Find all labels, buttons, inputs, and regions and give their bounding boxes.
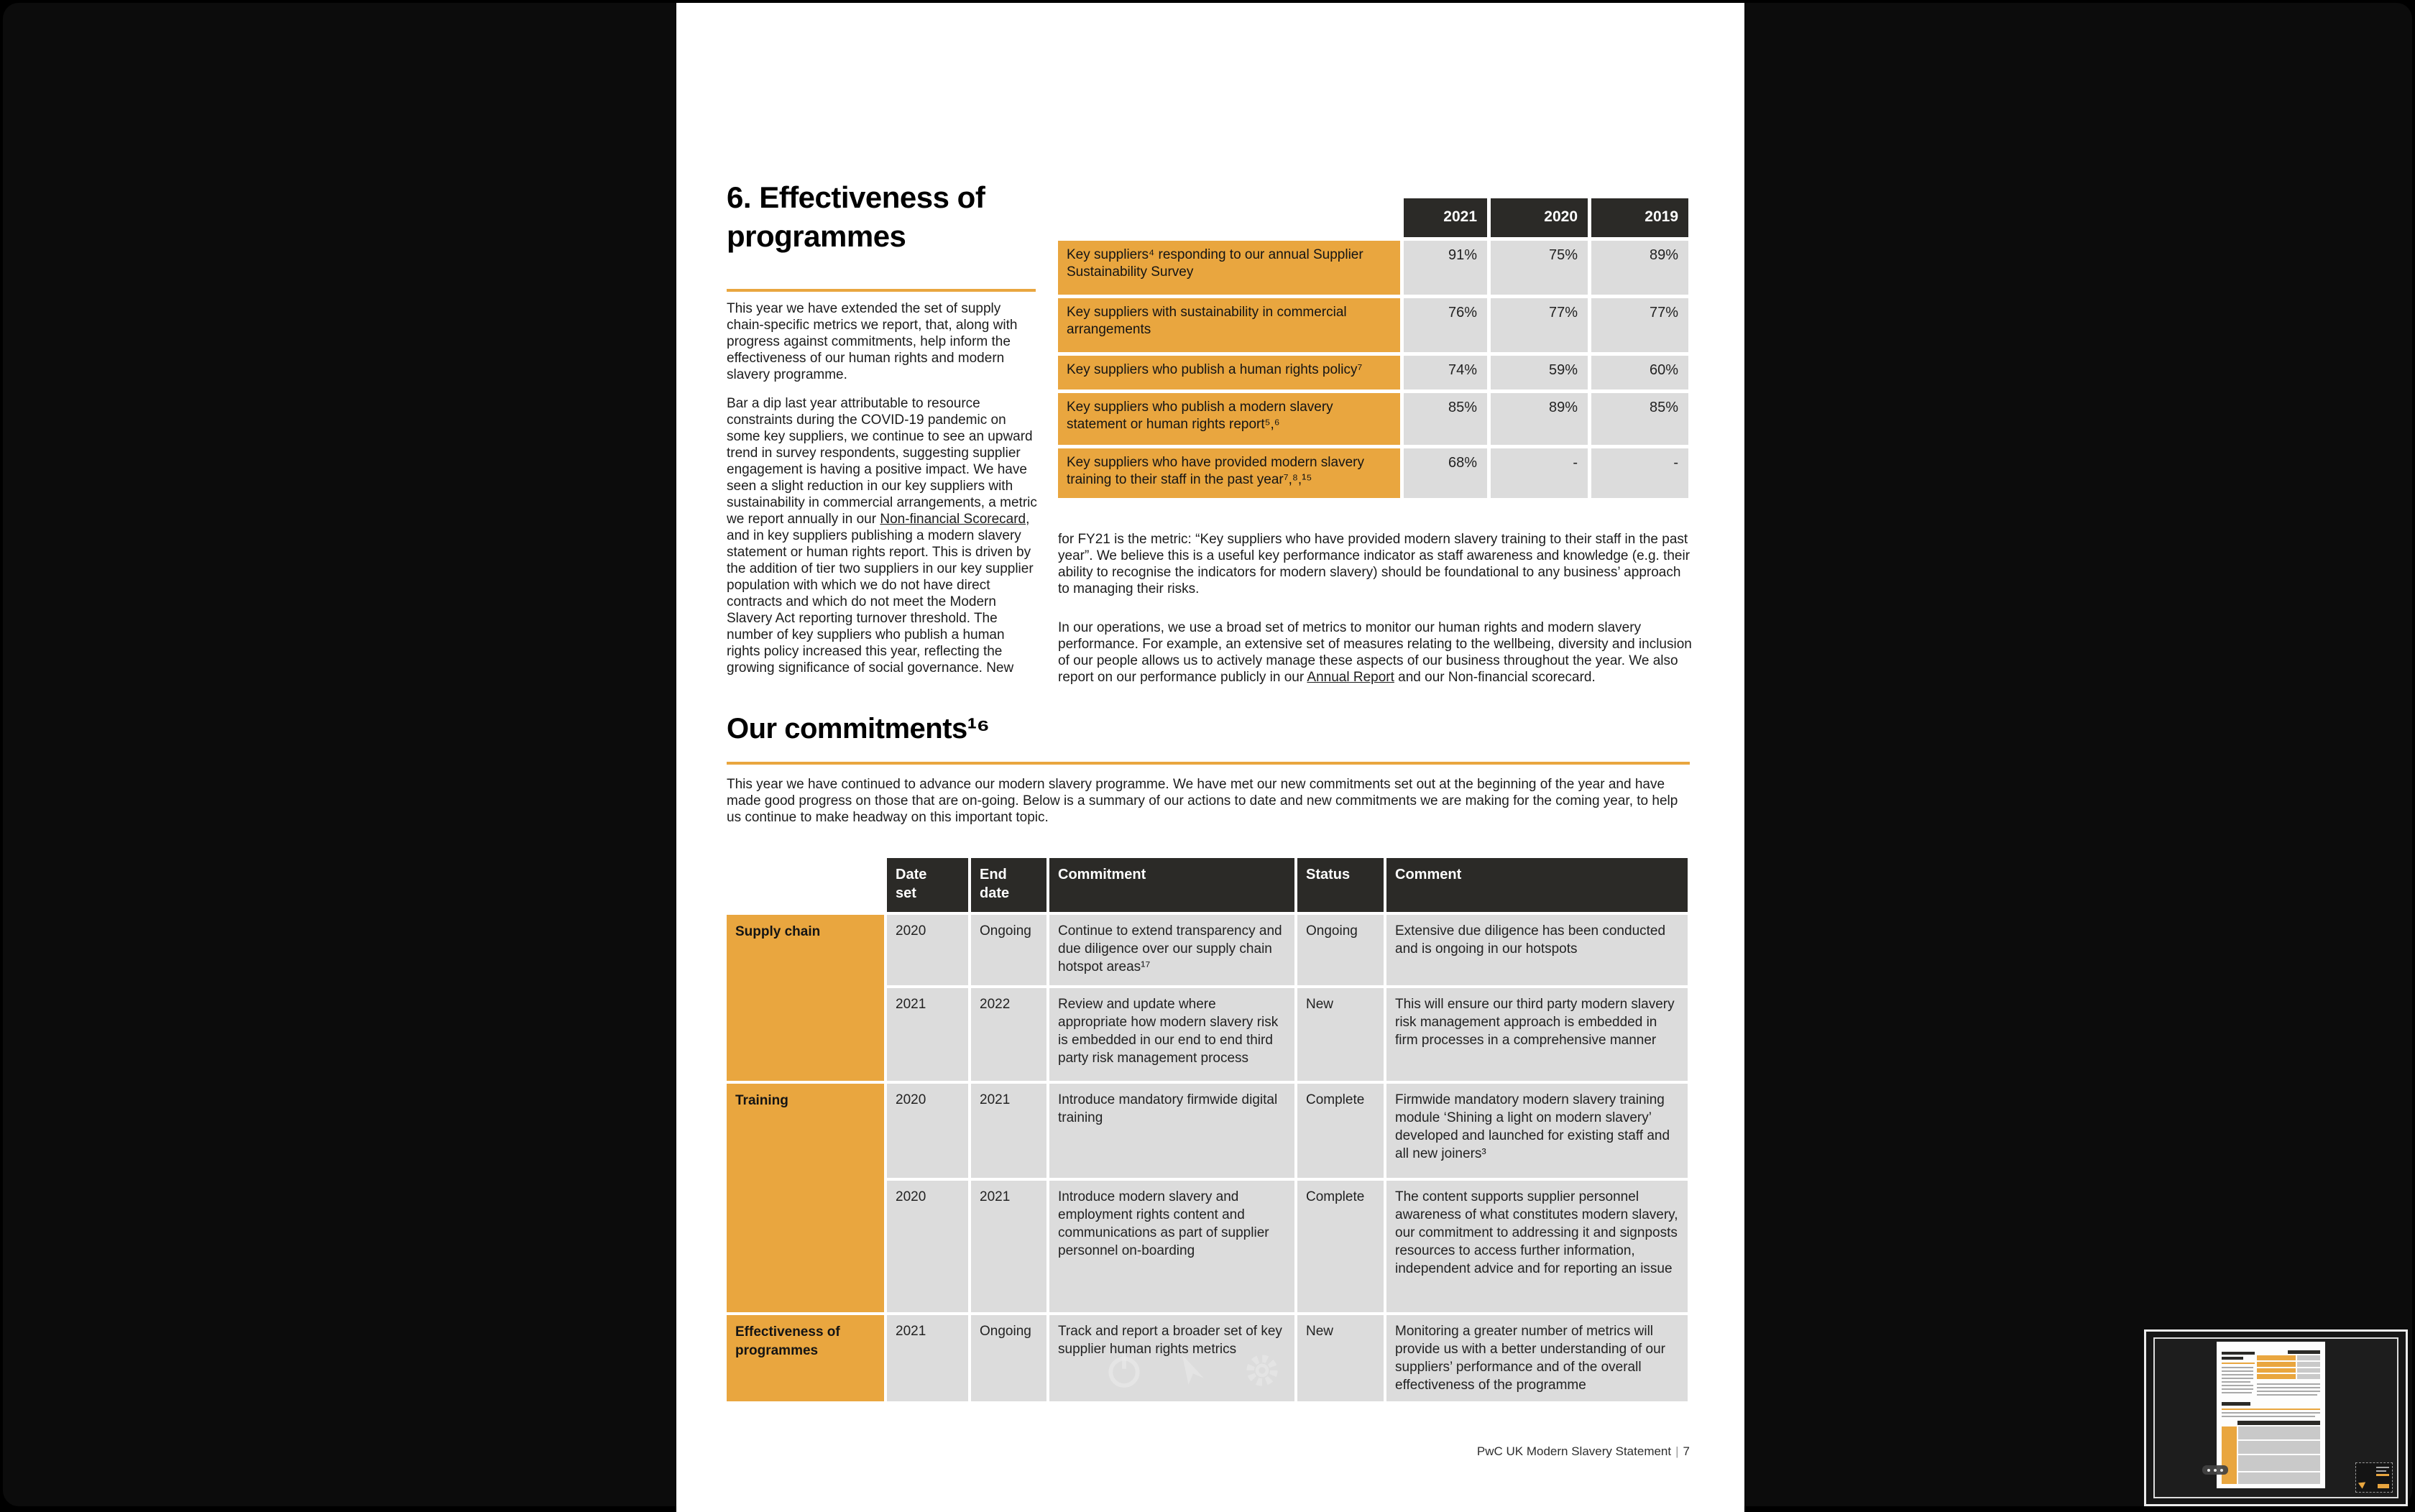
commitments-table xyxy=(727,858,1690,1401)
column-header: Comment xyxy=(1386,858,1688,912)
table-cell-commitment: Introduce modern slavery and employment rights content and communications as part of supplier personnel on-boarding xyxy=(1049,1181,1294,1312)
table-cell-commitment: Introduce mandatory firmwide digital training xyxy=(1049,1084,1294,1178)
metric-explanation-paragraph: for FY21 is the metric: “Key suppliers who have provided modern slavery training to their staff in the past year”. We believe this is a useful key performance indicator as staff awareness and knowledge (e.g. their ability to recognise the indicators for modern slavery) should be foundational to any business’ approach to managing their risks. xyxy=(1058,531,1692,597)
category-cell: Training xyxy=(727,1084,884,1312)
column-header-year: 2019 xyxy=(1591,198,1688,237)
column-header: Status xyxy=(1297,858,1384,912)
minimap-toolbar xyxy=(2202,1465,2228,1475)
table-cell-comment: Monitoring a greater number of metrics will provide us with a better understanding of our suppliers’ performance and of the overall effectiveness of the programme xyxy=(1386,1315,1688,1401)
commitments-heading: Our commitments¹⁶ xyxy=(727,713,990,745)
page-footer xyxy=(727,1444,1690,1459)
metric-label: Key suppliers with sustainability in commercial arrangements xyxy=(1058,298,1400,352)
metric-value: 60% xyxy=(1591,356,1688,389)
table-cell-end-date: 2022 xyxy=(971,988,1046,1081)
table-cell-date-set: 2020 xyxy=(887,1181,968,1312)
table-cell-status: Ongoing xyxy=(1297,915,1384,985)
metric-value: 59% xyxy=(1491,356,1588,389)
table-cell-status: Complete xyxy=(1297,1181,1384,1312)
paragraph-text: Bar a dip last year attributable to resource constraints during the COVID-19 pandemic on some key suppliers, we continue to see an upward trend in survey respondents, suggesting supplier engagement is having a positive impact. We have seen a slight reduction in our key suppliers with sustainability in commercial arrangements, a metric we report annually in our xyxy=(727,396,1037,527)
table-cell-commitment: Track and report a broader set of key supplier human rights metrics xyxy=(1049,1315,1294,1401)
table-cell-date-set: 2021 xyxy=(887,1315,968,1401)
column-header: Date set xyxy=(887,858,968,912)
metric-value: 91% xyxy=(1404,241,1487,295)
viewer-background xyxy=(3,3,2412,1506)
commitments-divider xyxy=(727,762,1690,765)
nested-minimap-thumbnail xyxy=(2355,1462,2393,1493)
category-cell: Supply chain xyxy=(727,915,884,1081)
analysis-paragraph xyxy=(727,395,1039,676)
metric-value: 74% xyxy=(1404,356,1487,389)
table-cell-status: Complete xyxy=(1297,1084,1384,1178)
column-header-year: 2020 xyxy=(1491,198,1588,237)
table-cell-date-set: 2020 xyxy=(887,915,968,985)
table-cell-comment: This will ensure our third party modern slavery risk management approach is embedded in firm processes in a comprehensive manner xyxy=(1386,988,1688,1081)
annual-report-link[interactable]: Annual Report xyxy=(1307,670,1394,685)
metric-value: 89% xyxy=(1591,241,1688,295)
supplier-metrics-table xyxy=(1058,198,1688,498)
table-cell-end-date: 2021 xyxy=(971,1084,1046,1178)
cursor-icon xyxy=(2214,1469,2217,1472)
paragraph-text: and our Non-financial scorecard. xyxy=(1394,670,1596,685)
table-cell-end-date: 2021 xyxy=(971,1181,1046,1312)
metric-value: 77% xyxy=(1491,298,1588,352)
operations-paragraph xyxy=(1058,619,1692,686)
minimap-page-preview xyxy=(2217,1342,2325,1488)
table-cell-date-set: 2020 xyxy=(887,1084,968,1178)
metric-value: - xyxy=(1591,448,1688,498)
intro-paragraph: This year we have extended the set of supply chain-specific metrics we report, that, along with progress against commitments, help inform the effectiveness of our human rights and modern slavery programme. xyxy=(727,300,1039,383)
metric-value: 85% xyxy=(1404,393,1487,445)
metric-value: - xyxy=(1491,448,1588,498)
minimap-accent-bar xyxy=(2378,1484,2389,1488)
table-cell-date-set: 2021 xyxy=(887,988,968,1081)
title-divider xyxy=(727,289,1036,292)
paragraph-text: , and in key suppliers publishing a modern slavery statement or human rights report. This is driven by the addition of tier two suppliers in our key supplier population with which we do not have direct contracts and which do not meet the Modern Slavery Act reporting turnover threshold. The number of key suppliers who publish a human rights policy increased this year, reflecting the growing significance of social governance. New xyxy=(727,512,1034,676)
table-cell-comment: The content supports supplier personnel awareness of what constitutes modern slavery, our commitment to addressing it and signposts resources to access further information, independent advice and for reporting an issue xyxy=(1386,1181,1688,1312)
document-page xyxy=(676,3,1744,1512)
metric-label: Key suppliers⁴ responding to our annual Supplier Sustainability Survey xyxy=(1058,241,1400,295)
category-cell: Effectiveness of programmes xyxy=(727,1315,884,1401)
section-title: 6. Effectiveness of programmes xyxy=(727,178,1050,256)
power-icon xyxy=(2207,1469,2210,1472)
metric-label: Key suppliers who have provided modern slavery training to their staff in the past year⁷,⁸,¹⁵ xyxy=(1058,448,1400,498)
metric-value: 89% xyxy=(1491,393,1588,445)
metric-value: 76% xyxy=(1404,298,1487,352)
column-header: Commitment xyxy=(1049,858,1294,912)
table-cell-status: New xyxy=(1297,988,1384,1081)
paragraph-text: In our operations, we use a broad set of metrics to monitor our human rights and modern slavery performance. For example, an extensive set of measures relating to the wellbeing, diversity and inclusion of our people allows us to actively manage these aspects of our business throughout the year. We also report on our performance publicly in our xyxy=(1058,620,1692,685)
column-header-year: 2021 xyxy=(1404,198,1487,237)
table-cell-end-date: Ongoing xyxy=(971,1315,1046,1401)
footer-page-number: 7 xyxy=(1683,1444,1690,1458)
table-cell-end-date: Ongoing xyxy=(971,915,1046,985)
metric-value: 77% xyxy=(1591,298,1688,352)
minimap-screen-frame xyxy=(2153,1337,2398,1498)
table-cell-commitment: Review and update where appropriate how modern slavery risk is embedded in our end to end third party risk management process xyxy=(1049,988,1294,1081)
screen-minimap-thumbnail[interactable] xyxy=(2144,1329,2408,1506)
metric-value: 68% xyxy=(1404,448,1487,498)
table-cell-status: New xyxy=(1297,1315,1384,1401)
non-financial-scorecard-link[interactable]: Non-financial Scorecard xyxy=(880,512,1026,527)
metric-label: Key suppliers who publish a human rights policy⁷ xyxy=(1058,356,1400,389)
commitments-intro-paragraph: This year we have continued to advance our modern slavery programme. We have met our new commitments set out at the beginning of the year and have made good progress on those that are on-going. Below is a summary of our actions to date and new commitments we are making for the coming year, to help us continue to make headway on this important topic. xyxy=(727,776,1694,826)
column-header: End date xyxy=(971,858,1046,912)
table-cell-commitment: Continue to extend transparency and due diligence over our supply chain hotspot areas¹⁷ xyxy=(1049,915,1294,985)
metric-value: 75% xyxy=(1491,241,1588,295)
table-cell-comment: Firmwide mandatory modern slavery training module ‘Shining a light on modern slavery’ developed and launched for existing staff and all new joiners³ xyxy=(1386,1084,1688,1178)
footer-separator: | xyxy=(1671,1444,1683,1458)
metric-value: 85% xyxy=(1591,393,1688,445)
cursor-icon xyxy=(2358,1479,2368,1488)
gear-icon xyxy=(2220,1469,2223,1472)
footer-title: PwC UK Modern Slavery Statement xyxy=(1477,1444,1671,1458)
metric-label: Key suppliers who publish a modern slavery statement or human rights report⁵,⁶ xyxy=(1058,393,1400,445)
table-cell-comment: Extensive due diligence has been conducted and is ongoing in our hotspots xyxy=(1386,915,1688,985)
